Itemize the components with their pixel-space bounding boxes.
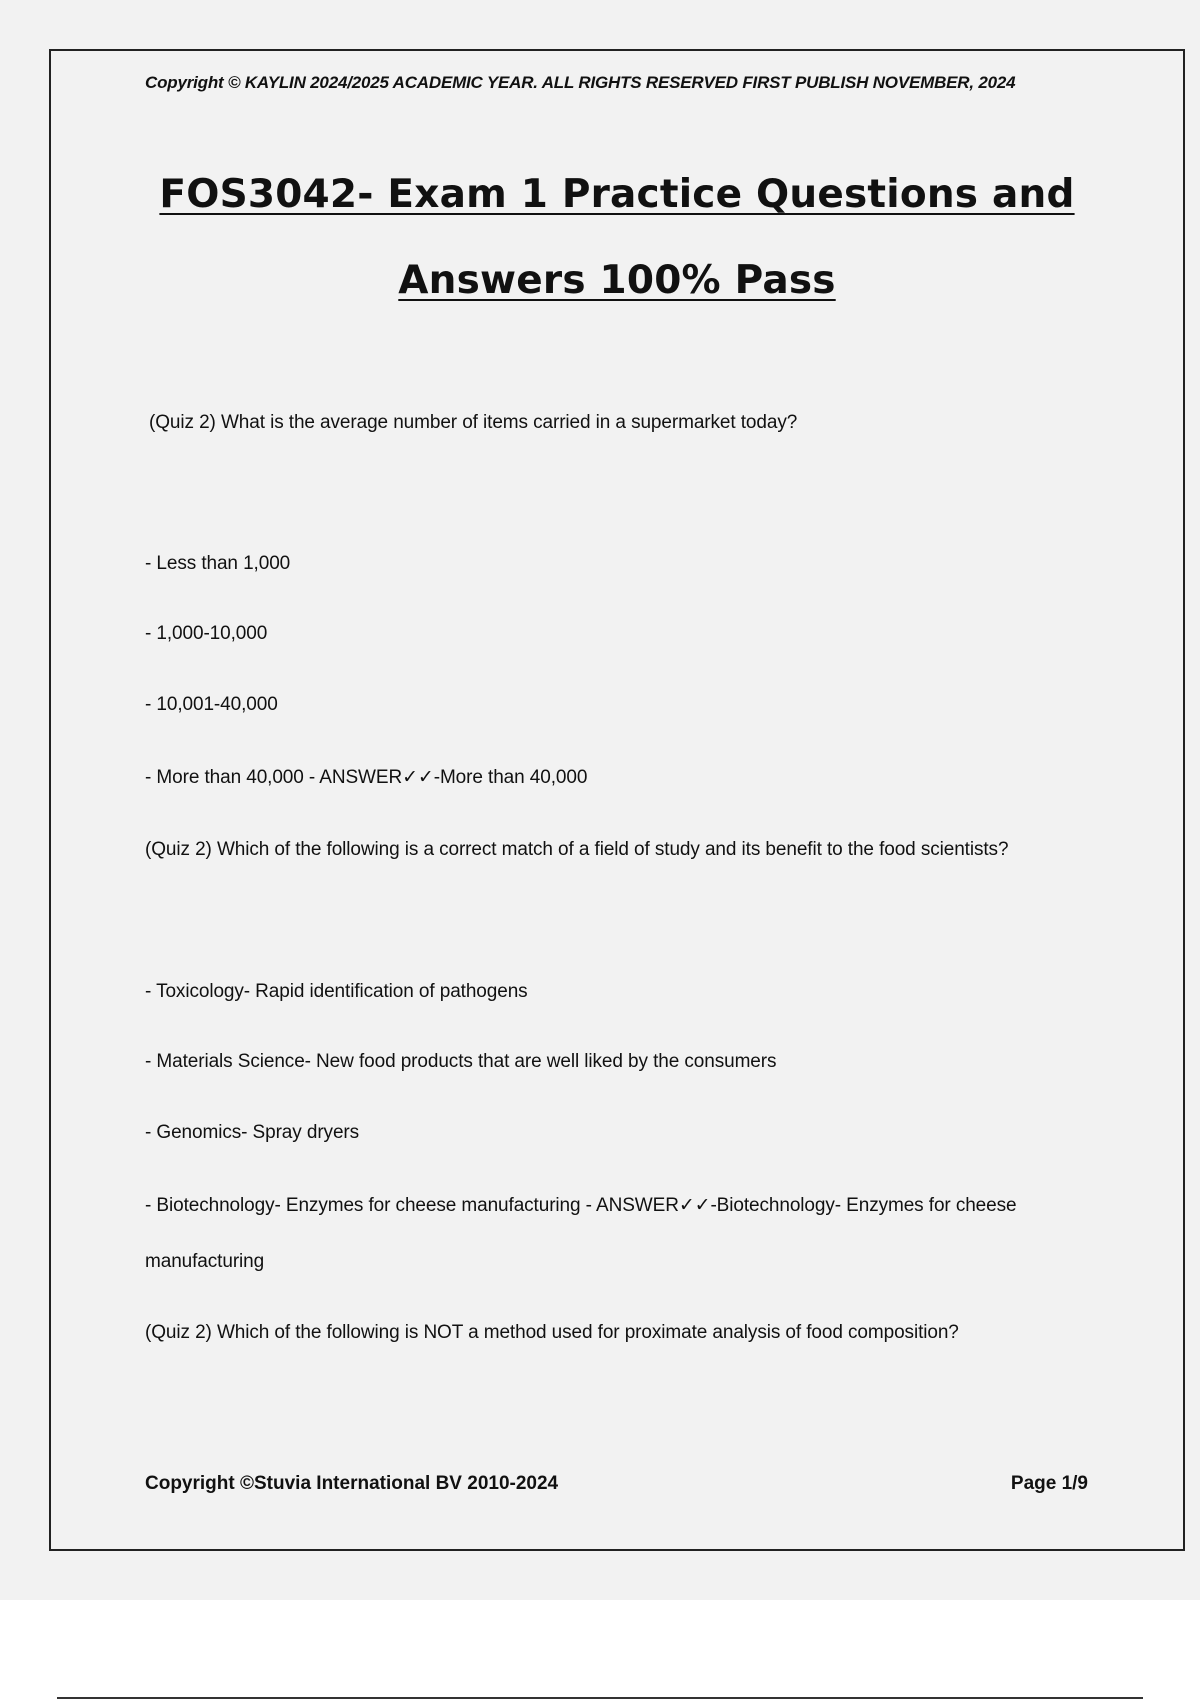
footer-copyright: Copyright ©Stuvia International BV 2010-2024 xyxy=(145,1473,559,1494)
q1-option-2: - 1,000-10,000 xyxy=(145,623,268,644)
q2-option-1: - Toxicology- Rapid identification of pathogens xyxy=(145,981,528,1002)
title-text-1: FOS3042- Exam 1 Practice Questions and xyxy=(159,172,1075,217)
q2-option-4-continuation: manufacturing xyxy=(145,1251,265,1272)
header-copyright: Copyright © KAYLIN 2024/2025 ACADEMIC YEAR. ALL RIGHTS RESERVED FIRST PUBLISH NOVEMBER, 2024 xyxy=(145,73,1016,92)
title-text-2: Answers 100% Pass xyxy=(398,258,836,303)
document-title-line-2 xyxy=(100,258,1134,303)
q1-option-4-answer: - More than 40,000 - ANSWER✓✓-More than 40,000 xyxy=(145,767,588,788)
page-number: Page 1/9 xyxy=(1010,1473,1088,1494)
question-3: (Quiz 2) Which of the following is NOT a method used for proximate analysis of food composition? xyxy=(145,1322,959,1343)
q2-option-2: - Materials Science- New food products that are well liked by the consumers xyxy=(145,1051,777,1072)
q1-option-3: - 10,001-40,000 xyxy=(145,694,278,715)
q2-option-4-answer: - Biotechnology- Enzymes for cheese manufacturing - ANSWER✓✓-Biotechnology- Enzymes for cheese xyxy=(145,1195,1017,1216)
question-1: (Quiz 2) What is the average number of items carried in a supermarket today? xyxy=(149,412,798,433)
document-title-line-1 xyxy=(100,172,1134,217)
bottom-divider xyxy=(57,1697,1143,1699)
q1-option-1: - Less than 1,000 xyxy=(145,553,291,574)
question-2: (Quiz 2) Which of the following is a correct match of a field of study and its benefit to the food scientists? xyxy=(145,839,1009,860)
q2-option-3: - Genomics- Spray dryers xyxy=(145,1122,360,1143)
